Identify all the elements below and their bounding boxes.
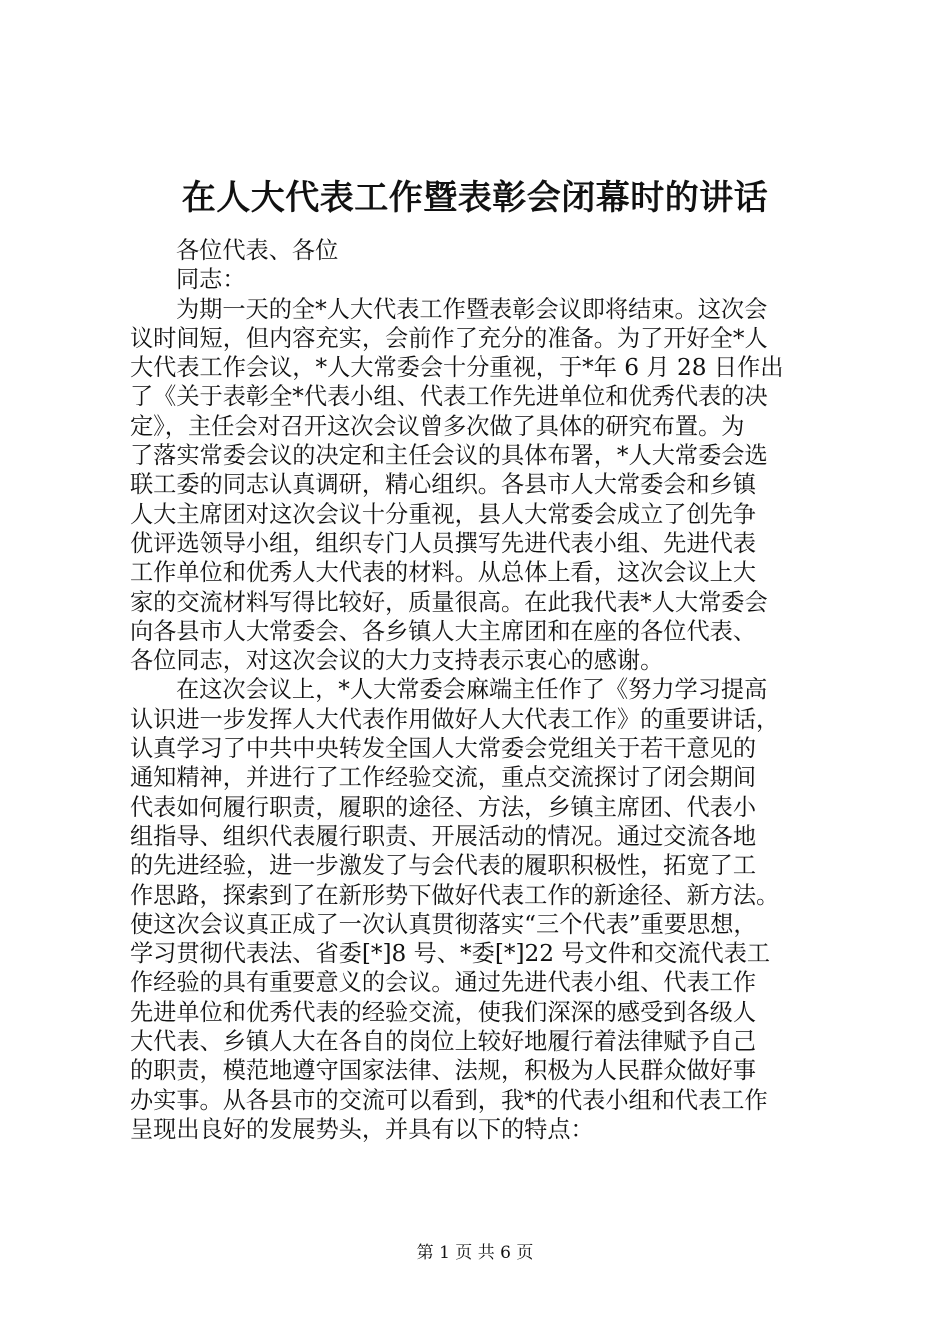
- greeting-line: 各位代表、各位: [176, 237, 339, 264]
- text-line: 工作单位和优秀人大代表的材料。从总体上看，这次会议上大: [130, 559, 757, 587]
- text-line: 作经验的具有重要意义的会议。通过先进代表小组、代表工作: [130, 969, 757, 997]
- paragraph-1: [130, 295, 830, 676]
- text-line: 在这次会议上，*人大常委会麻端主任作了《努力学习提高: [176, 676, 768, 704]
- text-line: 议时间短，但内容充实，会前作了充分的准备。为了开好全*人: [130, 324, 768, 352]
- text-line: 使这次会议真正成了一次认真贯彻落实“三个代表”重要思想，: [130, 910, 757, 938]
- greeting-line: 同志：: [176, 266, 246, 294]
- text-line: 各位同志，对这次会议的大力支持表示衷心的感谢。: [130, 647, 664, 675]
- text-line: 代表如何履行职责，履职的途径、方法，乡镇主席团、代表小: [130, 793, 757, 821]
- paragraph-2: [130, 675, 830, 1144]
- text-line: 作思路，探索到了在新形势下做好代表工作的新途径、新方法。: [130, 881, 780, 909]
- text-line: 组指导、组织代表履行职责、开展活动的情况。通过交流各地: [130, 822, 757, 850]
- document-title: 在人大代表工作暨表彰会闭幕时的讲话: [181, 178, 769, 218]
- text-line: 向各县市人大常委会、各乡镇人大主席团和在座的各位代表、: [130, 617, 757, 645]
- text-line: 优评选领导小组，组织专门人员撰写先进代表小组、先进代表: [130, 529, 757, 557]
- text-line: 通知精神，并进行了工作经验交流，重点交流探讨了闭会期间: [130, 764, 757, 792]
- text-line: 了落实常委会议的决定和主任会议的具体布署，*人大常委会选: [130, 442, 768, 470]
- text-line: 了《关于表彰全*代表小组、代表工作先进单位和优秀代表的决: [130, 383, 768, 411]
- text-line: 大代表、乡镇人大在各自的岗位上较好地履行着法律赋予自己: [130, 1028, 757, 1056]
- text-line: 人大主席团对这次会议十分重视，县人大常委会成立了创先争: [130, 500, 757, 528]
- document-body: [130, 236, 830, 1144]
- text-line: 家的交流材料写得比较好，质量很高。在此我代表*人大常委会: [130, 588, 768, 616]
- text-line: 的职责，模范地遵守国家法律、法规，积极为人民群众做好事: [130, 1057, 757, 1085]
- page-footer: 第 1 页 共 6 页: [416, 1243, 534, 1263]
- text-line: 认真学习了中共中央转发全国人大常委会党组关于若干意见的: [130, 735, 757, 763]
- text-line: 先进单位和优秀代表的经验交流，使我们深深的感受到各级人: [130, 998, 757, 1026]
- text-line: 办实事。从各县市的交流可以看到，我*的代表小组和代表工作: [130, 1086, 768, 1114]
- text-line: 联工委的同志认真调研，精心组织。各县市人大常委会和乡镇: [130, 471, 757, 499]
- text-line: 学习贯彻代表法、省委[*]8 号、*委[*]22 号文件和交流代表工: [130, 940, 771, 968]
- text-line: 的先进经验，进一步激发了与会代表的履职积极性，拓宽了工: [130, 852, 757, 880]
- text-line: 为期一天的全*人大代表工作暨表彰会议即将结束。这次会: [176, 295, 768, 323]
- text-line: 认识进一步发挥人大代表作用做好人大代表工作》的重要讲话，: [130, 705, 780, 733]
- text-line: 定》，主任会对召开这次会议曾多次做了具体的研究布置。为: [130, 412, 745, 440]
- text-line: 大代表工作会议，*人大常委会十分重视，于*年 6 月 28 日作出: [130, 354, 784, 382]
- text-line: 呈现出良好的发展势头，并具有以下的特点：: [130, 1115, 594, 1143]
